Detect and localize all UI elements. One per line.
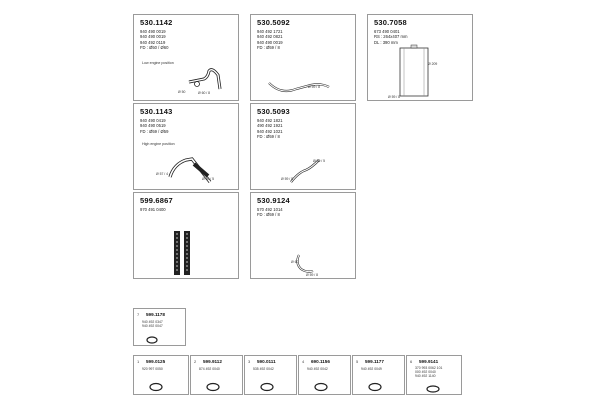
small-part-card bbox=[244, 355, 297, 395]
part-ref-line: 940 492 0042 bbox=[307, 367, 328, 371]
part-number: 530.1143 bbox=[140, 107, 173, 116]
part-number: 599.0125 bbox=[146, 359, 166, 364]
clamp-drawing bbox=[407, 356, 463, 396]
clamp-drawing bbox=[134, 309, 187, 347]
part-ref-line: 370 993 0062 101 000 492 0040 940 492 1140 bbox=[415, 366, 443, 379]
part-number: 599.1178 bbox=[146, 312, 165, 317]
part-card bbox=[133, 192, 239, 279]
item-number: 2 bbox=[194, 359, 197, 364]
part-ref-line: 920 997 0050 bbox=[142, 367, 163, 371]
clamp-drawing bbox=[134, 356, 190, 396]
small-part-card bbox=[352, 355, 405, 395]
item-number: 5 bbox=[356, 359, 359, 364]
part-card bbox=[133, 103, 239, 190]
part-number: 530.5092 bbox=[257, 18, 290, 27]
exhaust-pipe-drawing bbox=[251, 193, 357, 280]
part-ref-line: 940 492 0049 bbox=[361, 367, 382, 371]
part-ref-line: 940 492 1721 940 492 0821 940 490 0019 FD : Ø59 / 8 bbox=[257, 29, 283, 51]
diameter-label: Ø 59 / 8 bbox=[308, 85, 321, 89]
diameter-label: Ø 59 / 8 bbox=[281, 177, 294, 181]
part-number: 530.1142 bbox=[140, 18, 173, 27]
part-number: 590.0111 bbox=[257, 359, 276, 364]
item-number: 4 bbox=[302, 359, 305, 364]
part-ref-line: 940 490 0019 940 490 0019 940 492 0119 FD : Ø50 / Ø60 bbox=[140, 29, 169, 51]
muffler-drawing bbox=[368, 15, 474, 102]
diameter-label: Ø 60 bbox=[291, 260, 299, 264]
position-note: Low engine position bbox=[142, 61, 174, 65]
part-number: 530.7058 bbox=[374, 18, 407, 27]
clamp-drawing bbox=[191, 356, 244, 396]
part-ref-line: 535 492 0042 bbox=[253, 367, 274, 371]
part-number: 599.6867 bbox=[140, 196, 173, 205]
item-number: 6 bbox=[410, 359, 413, 364]
clamp-drawing bbox=[299, 356, 352, 396]
part-ref-line: 570 492 1014 FD : Ø59 / 8 bbox=[257, 207, 283, 218]
exhaust-pipe-drawing bbox=[134, 104, 240, 191]
diameter-label: Ø 209 bbox=[428, 62, 438, 66]
part-ref-line: 970 491 0400 bbox=[140, 207, 166, 212]
part-ref-line: 673 490 0401 RS : 264x407 mm DL : 390 mm bbox=[374, 29, 408, 45]
part-number: 599.1177 bbox=[365, 359, 384, 364]
part-number: 530.9124 bbox=[257, 196, 290, 205]
part-ref-line: 874 492 0040 bbox=[199, 367, 220, 371]
part-number: 599.9112 bbox=[203, 359, 222, 364]
exhaust-pipe-drawing bbox=[251, 15, 357, 102]
part-card bbox=[367, 14, 473, 101]
diameter-label: Ø 59 / 8 bbox=[306, 273, 319, 277]
part-ref-line: 940 492 0347 940 492 0047 bbox=[142, 320, 163, 329]
diameter-label: Ø 60 / 8 bbox=[198, 91, 211, 95]
small-part-card bbox=[133, 355, 189, 395]
part-card bbox=[250, 103, 356, 190]
small-part-card bbox=[190, 355, 243, 395]
part-number: 599.9141 bbox=[419, 359, 439, 364]
item-number: 7 bbox=[137, 312, 140, 317]
exhaust-pipe-drawing bbox=[251, 104, 357, 191]
part-number: 690.1156 bbox=[311, 359, 330, 364]
part-card bbox=[250, 14, 356, 101]
small-part-card bbox=[406, 355, 462, 395]
part-ref-line: 940 492 1821 490 492 1921 940 492 1021 FD : Ø59 / 8 bbox=[257, 118, 283, 140]
item-number: 1 bbox=[137, 359, 140, 364]
small-part-card bbox=[133, 308, 186, 346]
part-card bbox=[250, 192, 356, 279]
position-note: High engine position bbox=[142, 142, 175, 146]
small-part-card bbox=[298, 355, 351, 395]
diameter-label: Ø 50 / 5 bbox=[202, 177, 215, 181]
part-number: 530.5093 bbox=[257, 107, 290, 116]
part-card bbox=[133, 14, 239, 101]
part-ref-line: 940 490 0419 940 490 0519 FD : Ø59 / Ø59 bbox=[140, 118, 169, 134]
diameter-label: Ø 57 / 4 bbox=[156, 172, 169, 176]
clamp-drawing bbox=[353, 356, 406, 396]
exhaust-pipe-drawing bbox=[134, 15, 240, 102]
mounting-bracket-drawing bbox=[134, 193, 240, 280]
diameter-label: Ø 59 / 8 bbox=[388, 95, 401, 99]
diameter-label: Ø 50 bbox=[178, 90, 186, 94]
diameter-label: Ø 59 / 5 bbox=[313, 159, 326, 163]
item-number: 3 bbox=[248, 359, 251, 364]
clamp-drawing bbox=[245, 356, 298, 396]
